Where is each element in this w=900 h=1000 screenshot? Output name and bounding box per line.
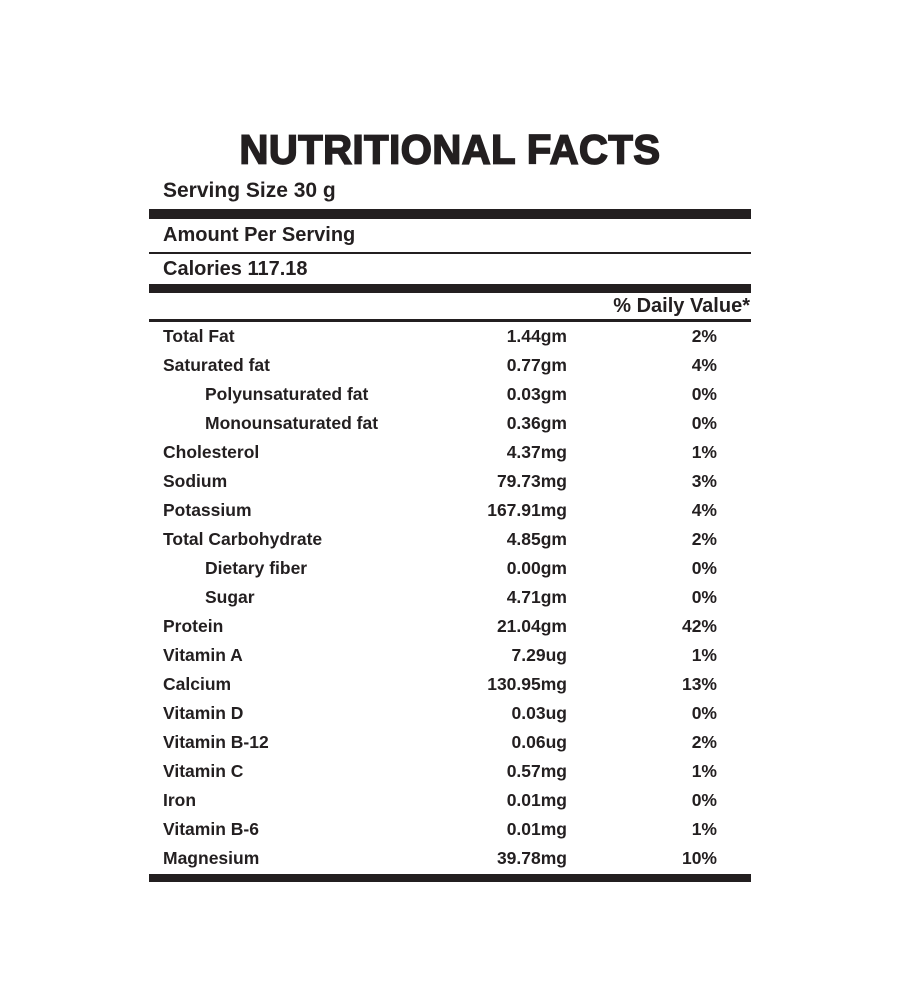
nutrient-row — [149, 699, 751, 728]
nutrient-row — [149, 554, 751, 583]
nutrient-name: Potassium — [163, 500, 252, 520]
nutrient-daily-value: 3% — [691, 471, 717, 491]
nutrient-daily-value: 4% — [691, 500, 717, 520]
nutrient-name: Cholesterol — [163, 442, 260, 462]
nutrient-name: Vitamin C — [163, 761, 244, 781]
nutrient-rows — [149, 322, 751, 873]
nutrient-row — [149, 525, 751, 554]
nutrition-facts-label — [149, 129, 751, 882]
nutrient-row — [149, 612, 751, 641]
divider-thick-bottom — [149, 874, 751, 882]
nutrient-amount: 130.95mg — [487, 674, 567, 694]
nutrient-name: Magnesium — [163, 848, 260, 868]
nutrient-name: Vitamin A — [163, 645, 243, 665]
nutrient-name: Calcium — [163, 674, 232, 694]
nutrient-row — [149, 496, 751, 525]
nutrient-amount: 39.78mg — [496, 848, 567, 868]
nutrient-row — [149, 380, 751, 409]
nutrient-name: Vitamin D — [163, 703, 244, 723]
nutrient-amount: 79.73mg — [496, 471, 567, 491]
nutrient-row — [149, 467, 751, 496]
nutrient-amount: 7.29ug — [511, 645, 567, 665]
nutrient-amount: 0.57mg — [506, 761, 567, 781]
nutrient-daily-value: 10% — [681, 848, 717, 868]
nutrient-daily-value: 0% — [691, 558, 717, 578]
nutrient-row — [149, 322, 751, 351]
nutrient-daily-value: 2% — [691, 326, 717, 346]
nutrient-amount: 4.85gm — [506, 529, 567, 549]
nutrient-amount: 0.03ug — [511, 703, 567, 723]
nutrient-daily-value: 0% — [691, 703, 717, 723]
nutrient-amount: 0.06ug — [511, 732, 567, 752]
nutrient-amount: 0.77gm — [506, 355, 567, 375]
nutrient-amount: 0.03gm — [506, 384, 567, 404]
nutrient-daily-value: 0% — [691, 587, 717, 607]
nutrient-name: Polyunsaturated fat — [205, 384, 369, 404]
nutrient-amount: 167.91mg — [487, 500, 567, 520]
nutrient-row — [149, 844, 751, 873]
nutrient-name: Iron — [163, 790, 197, 810]
nutrient-daily-value: 4% — [691, 355, 717, 375]
nutrient-row — [149, 409, 751, 438]
nutrient-name: Sugar — [205, 587, 255, 607]
nutrient-daily-value: 0% — [691, 790, 717, 810]
amount-per-serving-heading: Amount Per Serving — [163, 224, 356, 246]
label-title: NUTRITIONAL FACTS — [239, 127, 661, 173]
nutrient-amount: 0.00gm — [506, 558, 567, 578]
serving-size-text: Serving Size 30 g — [163, 179, 336, 202]
nutrient-amount: 4.71gm — [506, 587, 567, 607]
nutrient-amount: 1.44gm — [506, 326, 567, 346]
nutrient-row — [149, 786, 751, 815]
nutrient-name: Total Fat — [163, 326, 235, 346]
nutrient-amount: 0.01mg — [506, 790, 567, 810]
nutrient-daily-value: 42% — [681, 616, 717, 636]
nutrient-amount: 4.37mg — [506, 442, 567, 462]
nutrient-name: Protein — [163, 616, 224, 636]
nutrient-row — [149, 670, 751, 699]
nutrient-amount: 0.01mg — [506, 819, 567, 839]
nutrient-daily-value: 2% — [691, 732, 717, 752]
nutrient-daily-value: 1% — [691, 819, 717, 839]
nutrient-daily-value: 0% — [691, 413, 717, 433]
calories-text: Calories 117.18 — [163, 258, 308, 280]
daily-value-column-header: % Daily Value* — [613, 295, 750, 317]
nutrient-daily-value: 1% — [691, 761, 717, 781]
nutrient-name: Vitamin B-12 — [163, 732, 269, 752]
nutrient-daily-value: 1% — [691, 442, 717, 462]
nutrient-daily-value: 1% — [691, 645, 717, 665]
nutrient-amount: 21.04gm — [496, 616, 567, 636]
nutrient-name: Sodium — [163, 471, 228, 491]
nutrient-row — [149, 351, 751, 380]
nutrient-amount: 0.36gm — [506, 413, 567, 433]
divider-thick-top — [149, 209, 751, 219]
divider-thick-middle — [149, 284, 751, 293]
nutrient-row — [149, 757, 751, 786]
nutrient-row — [149, 438, 751, 467]
nutrient-daily-value: 2% — [691, 529, 717, 549]
nutrient-row — [149, 815, 751, 844]
nutrient-row — [149, 641, 751, 670]
nutrient-row — [149, 728, 751, 757]
nutrient-daily-value: 0% — [691, 384, 717, 404]
nutrient-daily-value: 13% — [681, 674, 717, 694]
nutrient-name: Monounsaturated fat — [205, 413, 379, 433]
nutrient-name: Vitamin B-6 — [163, 819, 259, 839]
nutrient-name: Saturated fat — [163, 355, 270, 375]
nutrient-name: Dietary fiber — [205, 558, 308, 578]
nutrient-row — [149, 583, 751, 612]
nutrient-name: Total Carbohydrate — [163, 529, 323, 549]
